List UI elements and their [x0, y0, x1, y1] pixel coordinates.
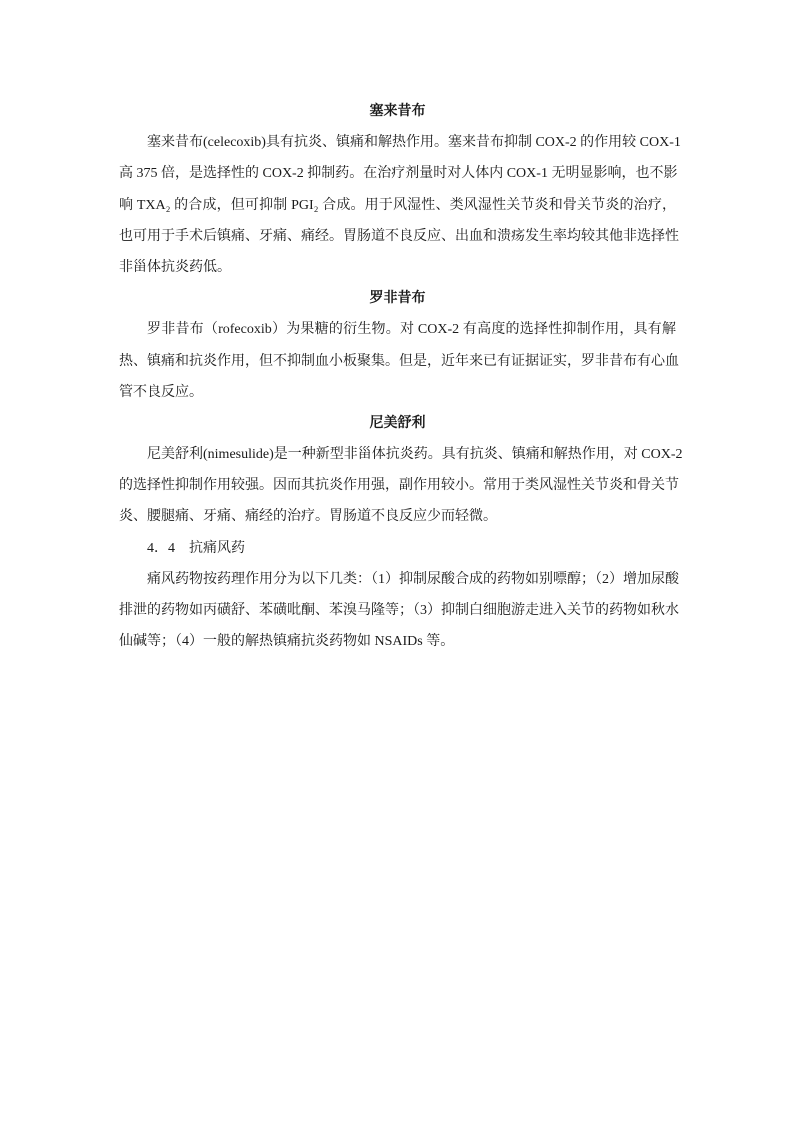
section-heading-antigout: 4．4 抗痛风药	[147, 540, 245, 556]
paragraph-line: 也可用于手术后镇痛、牙痛、痛经。胃肠道不良反应、出血和溃疡发生率均较其他非选择性	[119, 228, 679, 244]
paragraph-line: 高 375 倍，是选择性的 COX-2 抑制药。在治疗剂量时对人体内 COX-1 无明显影响，也不影	[119, 166, 678, 182]
paragraph-line: 仙碱等；（4）一般的解热镇痛抗炎药物如 NSAIDs 等。	[119, 634, 455, 650]
paragraph-line: 管不良反应。	[119, 384, 203, 400]
paragraph-line: 响 TXA₂ 的合成，但可抑制 PGI₂ 合成。用于风湿性、类风湿性关节炎和骨关节炎的治疗，	[119, 197, 676, 213]
paragraph-line: 炎、腰腿痛、牙痛、痛经的治疗。胃肠道不良反应少而轻微。	[119, 509, 497, 525]
paragraph-line: 尼美舒利(nimesulide)是一种新型非甾体抗炎药。具有抗炎、镇痛和解热作用，对 COX-2	[147, 447, 683, 463]
paragraph-line: 非甾体抗炎药低。	[119, 259, 231, 275]
paragraph-line: 塞来昔布(celecoxib)具有抗炎、镇痛和解热作用。塞来昔布抑制 COX-2 的作用较 COX-1	[147, 135, 681, 151]
heading-rofecoxib: 罗非昔布	[369, 291, 426, 307]
paragraph-line: 罗非昔布（rofecoxib）为果糖的衍生物。对 COX-2 有高度的选择性抑制作用，具有解	[147, 322, 676, 338]
paragraph-line: 的选择性抑制作用较强。因而其抗炎作用强，副作用较小。常用于类风湿性关节炎和骨关节	[119, 478, 679, 494]
paragraph-line: 痛风药物按药理作用分为以下几类：（1）抑制尿酸合成的药物如别嘌醇；（2）增加尿酸	[147, 571, 679, 587]
document-page	[119, 96, 683, 657]
paragraph-line: 排泄的药物如丙磺舒、苯磺吡酮、苯溴马隆等；（3）抑制白细胞游走进入关节的药物如秋水	[119, 603, 679, 618]
heading-celecoxib: 塞来昔布	[369, 104, 426, 119]
paragraph-line: 热、镇痛和抗炎作用，但不抑制血小板聚集。但是，近年来已有证据证实，罗非昔布有心血	[119, 353, 679, 369]
heading-nimesulide: 尼美舒利	[369, 415, 426, 431]
